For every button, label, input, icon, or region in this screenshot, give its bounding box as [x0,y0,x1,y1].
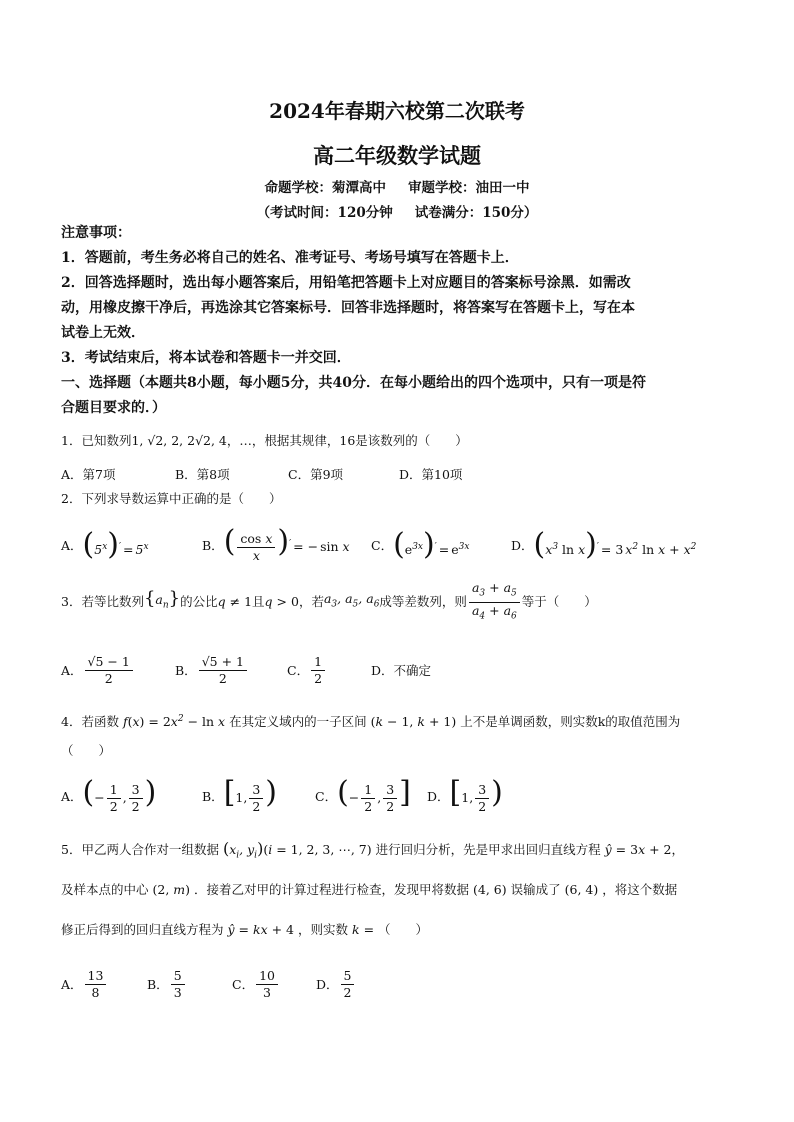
q2-option-a[interactable]: A． $(5^x)' = 5^x$ [61,527,149,562]
note-2-line-1: 2．回答选择题时，选出每小题答案后，用铅笔把答题卡上对应题目的答案标号涂黑．如需改 [61,275,631,291]
exam-duration: （考试时间：120分钟 [256,205,393,221]
q5-corrected-equation: ŷ = kx + 4 [227,922,295,937]
q5-sample-center: (2, m) [152,882,191,897]
q4-option-c[interactable]: C． (− $\frac{1}{2}$ , $\frac{3}{2}$ ] [315,774,411,814]
q4-interval: (k − 1, k + 1) [370,714,457,730]
q5-b-value: $\frac{5}{3}$ [169,968,187,1001]
question-4-stem: 4．若函数 $f(x) = 2x^2 - \ln x$ 在其定义域内的一子区间 (k − 1, k + 1) 上不是单调函数，则实数k的取值范围为 [61,714,681,730]
q4-a-interval: (− $\frac{1}{2}$ , $\frac{3}{2}$ ) [82,774,157,814]
q5-a-value: $\frac{13}{8}$ [83,968,109,1001]
q3-a-value: $\frac{√5 - 1}{2}$ [83,654,135,687]
q3-option-a[interactable]: A． $\frac{√5 - 1}{2}$ [61,648,135,692]
question-3-options [61,648,751,692]
q5-option-d[interactable]: D． $\frac{5}{2}$ [316,962,356,1006]
q4-function: $f(x) = 2x^2 - \ln x$ [122,714,226,730]
question-5-options [61,962,751,1006]
notes-block [61,221,741,421]
q2-b-formula: ( $\frac{\text{cos x}}{x}$ )′ = − sin x [223,523,350,563]
setter-school: 命题学校：菊潭高中 [264,180,386,196]
note-2-line-3: 试卷上无效． [61,325,145,341]
q1-option-c[interactable]: C．第9项 [288,467,344,482]
q3-sequence-name: $\{a_n\}$ [143,587,181,611]
q3-ratio-condition: q ≠ 1 [217,594,253,609]
q4-option-a[interactable]: A． (− $\frac{1}{2}$ , $\frac{3}{2}$ ) [61,774,157,814]
q1-option-b[interactable]: B．第8项 [175,467,230,482]
exam-time-info [0,201,794,221]
question-5-line-2: 及样本点的中心 (2, m) ．接着乙对甲的计算过程进行检查，发现甲将数据 (4, 6) 误输成了 (6, 4) ，将这个数据 [61,882,678,897]
q4-option-b[interactable]: B． [1, $\frac{3}{2}$ ) [202,774,278,814]
q3-ratio-fraction: $\frac{a_3 + a_5}{a_4 + a_6}$ [467,580,522,624]
q5-k-variable: k = [352,922,375,937]
q3-option-b[interactable]: B． $\frac{√5 + 1}{2}$ [175,648,249,692]
section-heading-line-2: 合题目要求的．） [61,400,166,416]
q2-a-formula: $(5^x)' = 5^x$ [82,527,149,562]
q2-option-d[interactable]: D． ($x^3$ ln x)′ = 3 $x^2$ $\ln x + x^2$ [511,527,697,562]
q3-positive-condition: q > 0 [264,594,299,609]
notes-heading: 注意事项： [61,225,131,241]
question-1-stem: 1．已知数列1, √2, 2, 2√2, 4，…，根据其规律，16是该数列的（ ） [61,433,468,448]
q3-option-c[interactable]: C． $\frac{1}{2}$ [287,648,327,692]
q1-option-a[interactable]: A．第7项 [61,467,116,482]
note-2-line-2: 动，用橡皮擦干净后，再选涂其它答案标号．回答非选择题时，将答案写在答题卡上，写在本 [61,300,635,316]
q5-option-c[interactable]: C． $\frac{10}{3}$ [232,962,280,1006]
q2-c-formula: $(e^{3x})' = e^{3x}$ [393,527,470,562]
question-4-blank: （ ） [61,743,112,758]
reviewer-school: 审题学校：油田一中 [408,180,530,196]
q2-option-b[interactable]: B． ( $\frac{\text{cos x}}{x}$ )′ = − sin x [202,523,350,563]
q5-option-a[interactable]: A． $\frac{13}{8}$ [61,962,108,1006]
q4-d-interval: [1, $\frac{3}{2}$ ) [449,774,503,814]
q4-b-interval: [1, $\frac{3}{2}$ ) [223,774,278,814]
school-info [0,176,794,196]
exam-title: 2024年春期六校第二次联考 [269,99,525,123]
q5-first-equation: ŷ = 3x + 2， [604,842,685,857]
q3-b-value: $\frac{√5 + 1}{2}$ [197,654,249,687]
question-3-stem: 3．若等比数列 $\{a_n\}$ 的公比 q ≠ 1 且 q > 0 ，若 $a_3$, $a_5$, $a_6$ 成等差数列，则 $\frac{a_3 + a_5}{a_4 + a_6}$ 等于（ ） [61,582,741,622]
q5-d-value: $\frac{5}{2}$ [339,968,357,1001]
q5-correct-point: (4, 6) [473,882,507,897]
q5-c-value: $\frac{10}{3}$ [254,968,280,1001]
section-heading-line-1: 一、选择题（本题共8小题，每小题5分，共40分．在每小题给出的四个选项中，只有一项是符 [61,375,646,391]
q2-d-formula: ($x^3$ ln x)′ = 3 $x^2$ $\ln x + x^2$ [533,527,697,562]
q2-option-c[interactable]: C． $(e^{3x})' = e^{3x}$ [371,527,470,562]
q4-c-interval: (− $\frac{1}{2}$ , $\frac{3}{2}$ ] [337,774,411,814]
question-2-options [61,523,751,567]
note-3: 3．考试结束后，将本试卷和答题卡一并交回． [61,350,351,366]
exam-full-score: 试卷满分：150分） [414,205,538,221]
question-5-line-1: 5．甲乙两人合作对一组数据 ($x_i$, $y_i)(i = 1$, 2, 3, ⋯, 7) 进行回归分析，先是甲求出回归直线方程 ŷ = 3x + 2， [61,839,685,861]
question-4-options [61,774,751,818]
q1-sequence: 1, √2, 2, 2√2, 4 [131,433,227,448]
exam-subtitle: 高二年级数学试题 [313,143,481,168]
q5-data-set: ($x_i$, $y_i)(i = 1$, 2, 3, ⋯, 7) [222,839,372,861]
q4-option-d[interactable]: D． [1, $\frac{3}{2}$ ) [427,774,503,814]
q3-option-d[interactable]: D．不确定 [371,663,432,678]
note-1: 1．答题前，考生务必将自己的姓名、准考证号、考场号填写在答题卡上． [61,250,519,266]
question-2-stem: 2．下列求导数运算中正确的是（ ） [61,491,282,506]
question-5-line-3: 修正后得到的回归直线方程为 ŷ = kx + 4 ，则实数 k = （ ） [61,922,429,937]
q5-option-b[interactable]: B． $\frac{5}{3}$ [147,962,187,1006]
q3-terms: $a_3$, $a_5$, $a_6$ [323,591,380,610]
q3-c-value: $\frac{1}{2}$ [309,654,327,687]
q5-wrong-point: (6, 4) [564,882,599,897]
q1-option-d[interactable]: D．第10项 [399,467,463,482]
